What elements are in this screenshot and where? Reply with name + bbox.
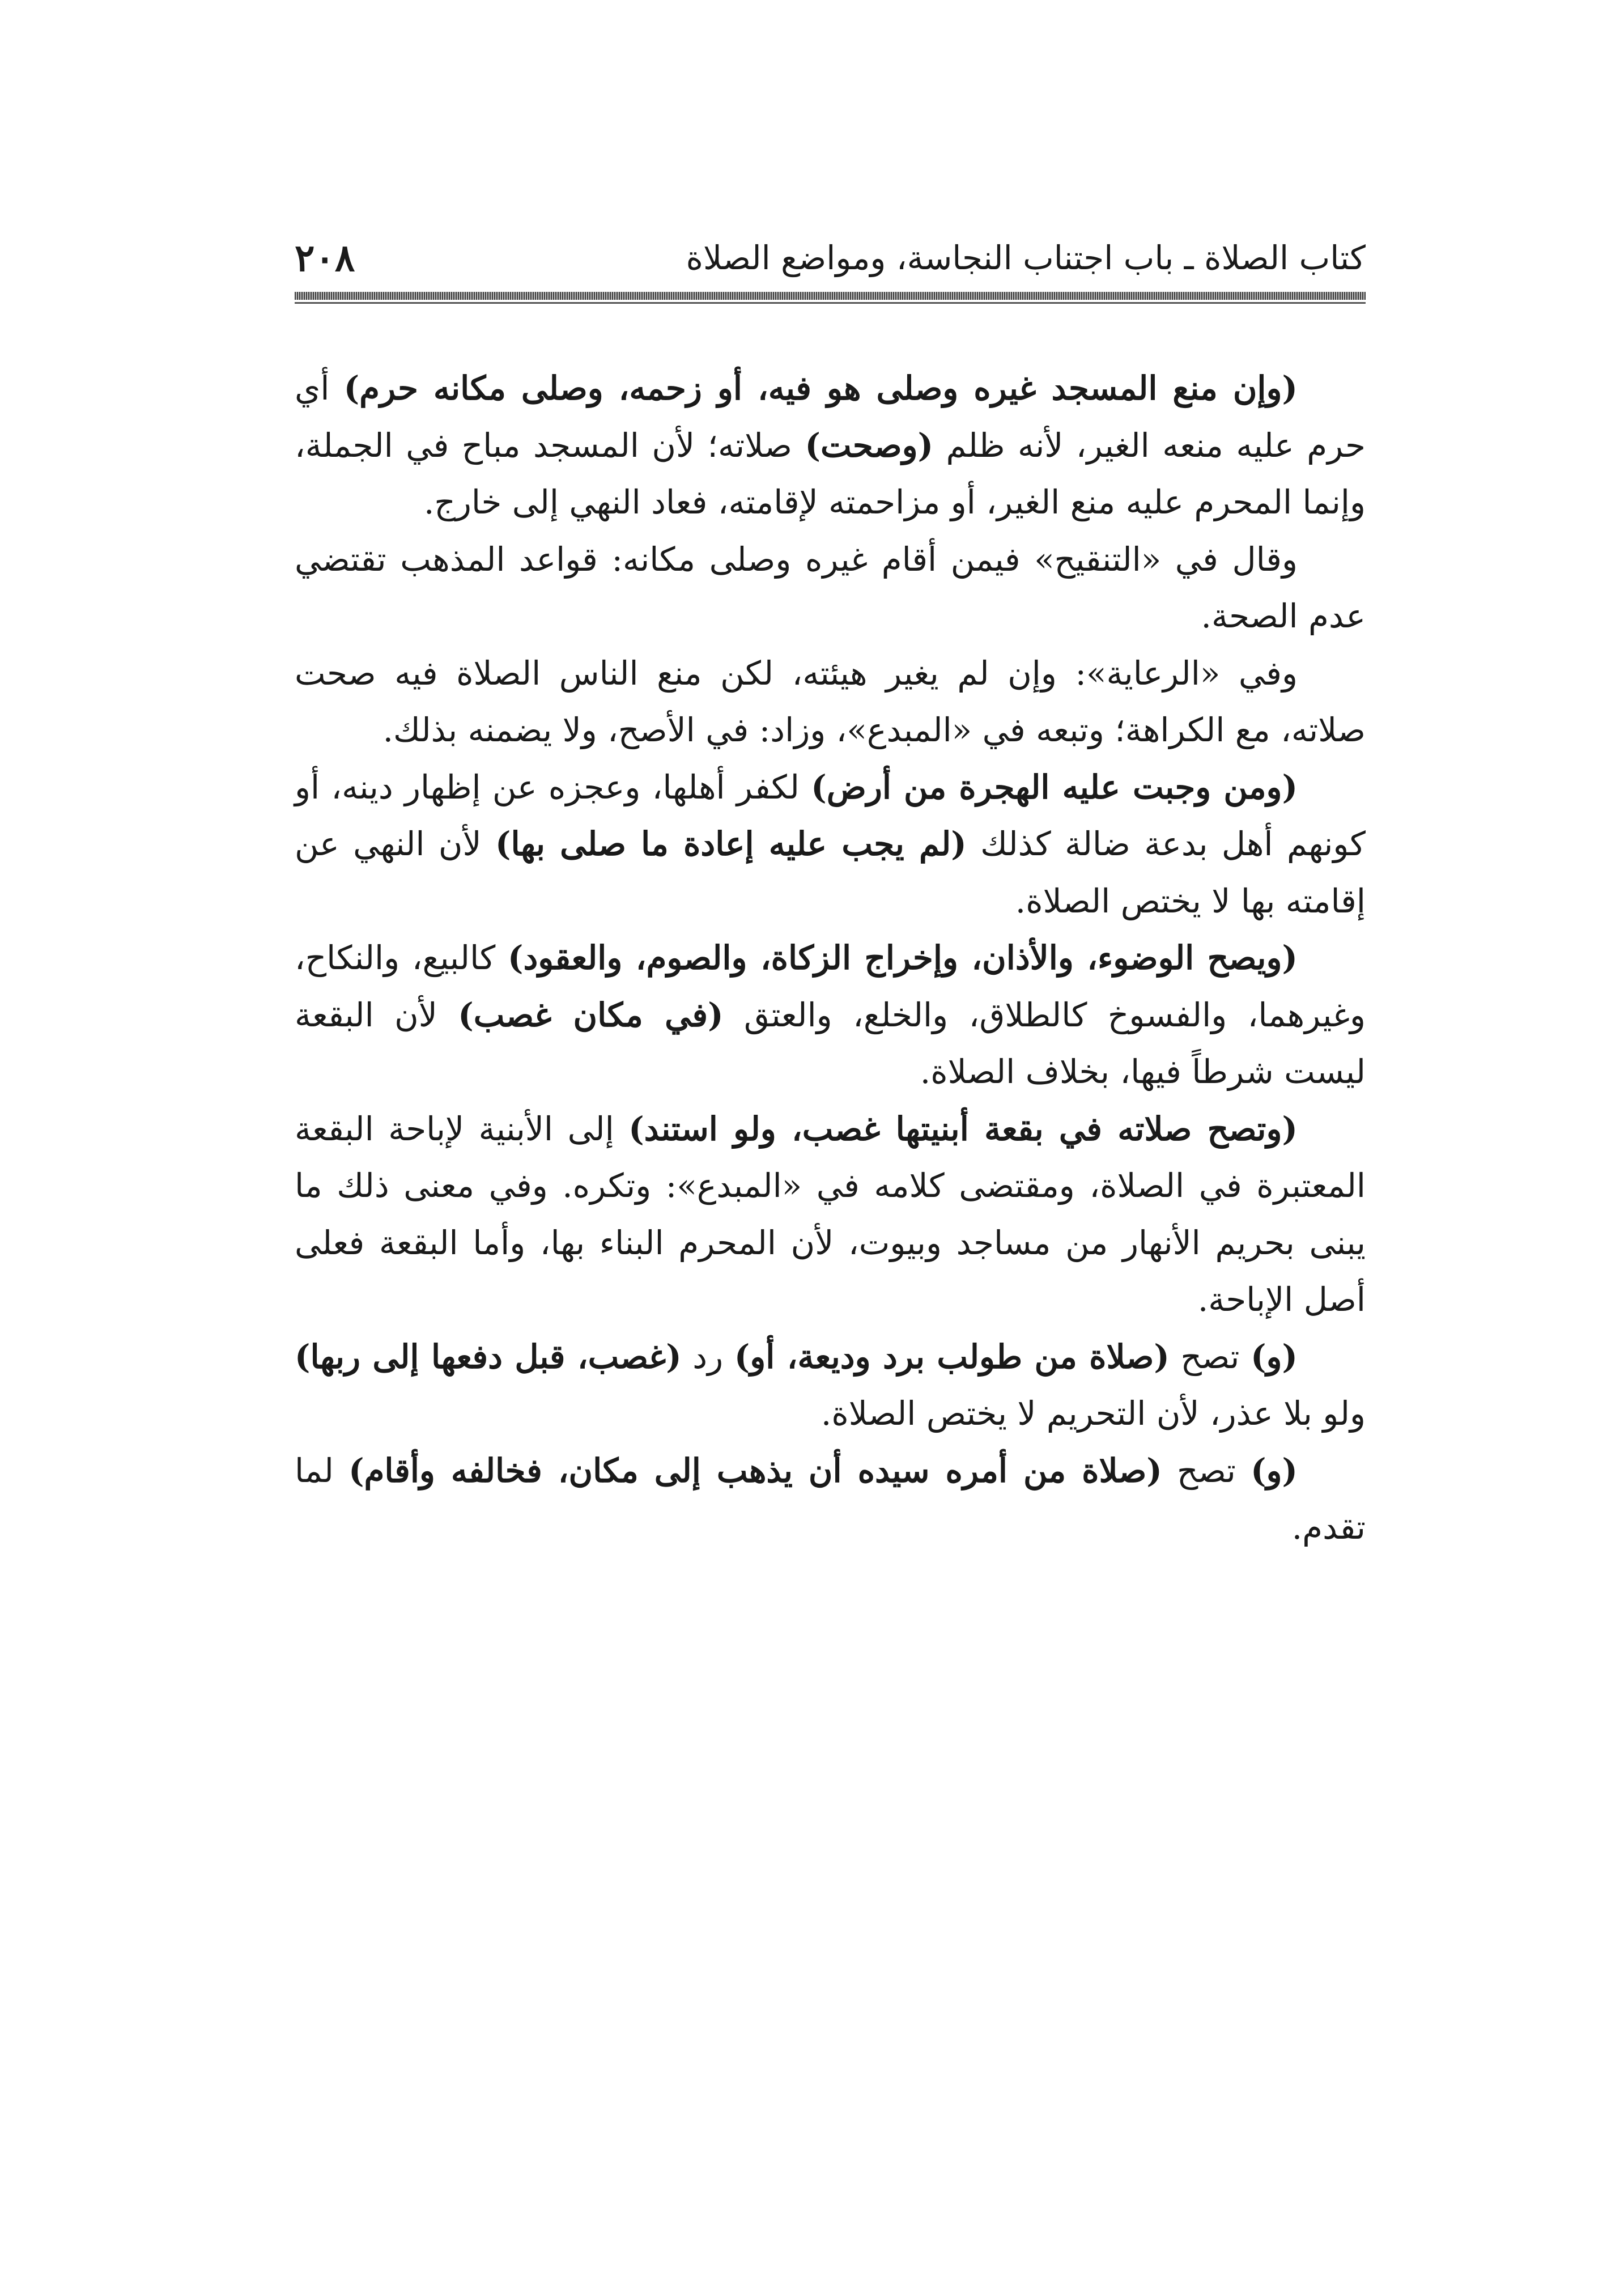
matn-text: (صلاة من أمره سيده أن يذهب إلى مكان، فخالفه وأقام) <box>348 1451 1162 1490</box>
commentary-text: وقال في «التنقيح» فيمن أقام غيره وصلى مكانه: قواعد المذهب تقتضي عدم الصحة. <box>295 540 1366 635</box>
commentary-text: ولو بلا عذر، لأن التحريم لا يختص الصلاة. <box>820 1394 1366 1433</box>
page-header <box>295 227 1366 289</box>
matn-text: (لم يجب عليه إعادة ما صلى بها) <box>495 825 967 863</box>
paragraph <box>295 531 1366 645</box>
matn-text: (ومن وجبت عليه الهجرة من أرض) <box>811 767 1298 806</box>
paragraph <box>295 929 1366 1101</box>
paragraph <box>295 759 1366 930</box>
matn-text: (وصحت) <box>805 426 934 465</box>
matn-text: (في مكان غصب) <box>458 995 724 1034</box>
commentary-text: أي حرم عليه منعه الغير، لأنه ظلم <box>295 369 1366 465</box>
header-rule-underline <box>295 302 1366 304</box>
page-number: ٢٠٨ <box>295 236 355 280</box>
commentary-text: لأن البقعة ليست شرطاً فيها، بخلاف الصلاة. <box>295 995 1366 1091</box>
running-title: كتاب الصلاة ـ باب اجتناب النجاسة، ومواضع الصلاة <box>686 239 1366 277</box>
commentary-text: تصح <box>1169 1337 1251 1376</box>
paragraph <box>295 1101 1366 1328</box>
commentary-text: وفي «الرعاية»: وإن لم يغير هيئته، لكن منع الناس الصلاة فيه صحت صلاته، مع الكراهة؛ وتبعه في «المبدع»، وزاد: في الأصح، ولا يضمنه بذلك. <box>295 653 1366 749</box>
matn-text: (و) <box>1251 1451 1298 1490</box>
commentary-text: رد <box>681 1337 734 1376</box>
paragraph <box>295 360 1366 531</box>
paragraph <box>295 1442 1366 1556</box>
commentary-text: لما تقدم. <box>295 1451 1366 1547</box>
matn-text: (وإن منع المسجد غيره وصلى هو فيه، أو زحمه، وصلى مكانه حرم) <box>343 369 1298 407</box>
matn-text: (ويصح الوضوء، والأذان، وإخراج الزكاة، والصوم، والعقود) <box>508 939 1298 977</box>
paragraph <box>295 645 1366 759</box>
commentary-text: لكفر أهلها، وعجزه عن إظهار دينه، أو كونهم أهل بدعة ضالة كذلك <box>295 767 1366 863</box>
header-rule <box>295 292 1366 300</box>
commentary-text: لأن النهي عن إقامته بها لا يختص الصلاة. <box>295 825 1366 920</box>
commentary-text: صلاته؛ لأن المسجد مباح في الجملة، وإنما المحرم عليه منع الغير، أو مزاحمته لإقامته، فعاد النهي إلى خارج. <box>295 426 1366 521</box>
matn-text: (وتصح صلاته في بقعة أبنيتها غصب، ولو استند) <box>628 1109 1298 1148</box>
body-text <box>295 360 1366 1556</box>
paragraph <box>295 1328 1366 1442</box>
commentary-text: تصح <box>1162 1451 1251 1490</box>
commentary-text: إلى الأبنية لإباحة البقعة المعتبرة في الصلاة، ومقتضى كلامه في «المبدع»: وتكره. وفي معنى ذلك ما يبنى بحريم الأنهار من مساجد وبيوت، لأن المحرم البناء بها، وأما البقعة فعلى أصل الإباحة. <box>295 1109 1366 1319</box>
matn-text: (غصب، قبل دفعها إلى ربها) <box>295 1337 682 1376</box>
matn-text: (و) <box>1251 1337 1298 1376</box>
commentary-text: كالبيع، والنكاح، وغيرهما، والفسوخ كالطلاق، والخلع، والعتق <box>295 939 1366 1034</box>
matn-text: (صلاة من طولب برد وديعة، أو) <box>734 1337 1170 1376</box>
